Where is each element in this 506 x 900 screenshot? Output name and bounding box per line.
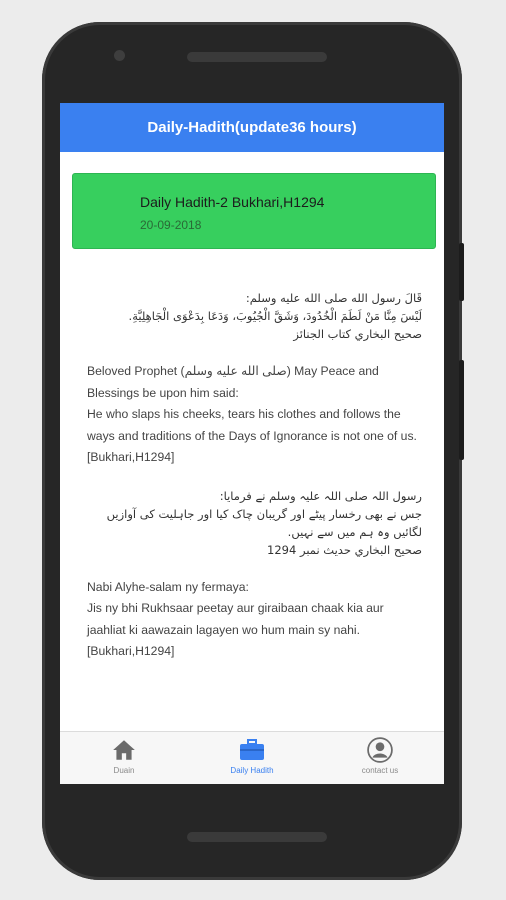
roman-reference: [Bukhari,H1294] <box>87 644 175 658</box>
tab-contact-us[interactable] <box>316 732 444 784</box>
tab-duain[interactable] <box>60 732 188 784</box>
front-camera <box>114 50 125 61</box>
bottom-speaker <box>187 832 327 842</box>
card-title: Daily Hadith-2 Bukhari,H1294 <box>140 194 325 210</box>
bottom-tab-bar <box>60 731 444 784</box>
english-text: He who slaps his cheeks, tears his clothes and follows the ways and traditions of the Days of Ignorance is not one of us. <box>87 407 417 443</box>
english-intro: Beloved Prophet (صلى الله عليه وسلم) May Peace and Blessings be upon him said: <box>87 364 379 400</box>
roman-urdu-block <box>87 577 422 663</box>
tab-label: Daily Hadith <box>230 766 274 775</box>
app-bar <box>60 103 444 152</box>
tab-label: Duain <box>113 766 135 775</box>
english-reference: [Bukhari,H1294] <box>87 450 175 464</box>
roman-intro: Nabi Alyhe-salam ny fermaya: <box>87 579 249 594</box>
urdu-reference: صحیح البخاري حدیث نمبر 1294 <box>267 542 422 557</box>
english-block <box>87 361 422 469</box>
arabic-text: لَيْسَ مِنَّا مَنْ لَطَمَ الْخُدُودَ، وَشَقَّ الْجُيُوبَ، وَدَعَا بِدَعْوَى الْجَاهِلِيَّةِ. <box>128 309 422 323</box>
hadith-content <box>87 289 422 681</box>
roman-text: Jis ny bhi Rukhsaar peetay aur giraibaan chaak kia aur jaahliat ki aawazain lagayen wo hum main sy nahi. <box>87 601 384 637</box>
briefcase-icon <box>238 737 266 763</box>
urdu-intro: رسول اللہ صلی اللہ علیہ وسلم نے فرمایا: <box>219 488 422 503</box>
card-date: 20-09-2018 <box>140 218 202 232</box>
app-title: Daily-Hadith(update36 hours) <box>147 119 357 136</box>
arabic-reference: صحيح البخاري كتاب الجنائز <box>293 327 422 341</box>
power-button <box>459 360 464 460</box>
urdu-text: جس نے بھی رخسار پیٹے اور گریبان چاک کیا اور جاہلیت کی آوازیں لگائیں وہ ہم میں سے نہیں. <box>106 506 422 539</box>
arabic-intro: قَالَ رسول الله صلى الله عليه وسلم: <box>245 291 422 305</box>
person-icon <box>367 737 393 763</box>
tab-daily-hadith[interactable] <box>188 732 316 784</box>
urdu-block <box>87 487 422 559</box>
tab-label: contact us <box>361 766 399 775</box>
hadith-header-card[interactable] <box>72 173 436 249</box>
volume-button <box>459 243 464 301</box>
app-screen <box>60 103 444 784</box>
home-icon <box>111 737 137 763</box>
arabic-block <box>87 289 422 343</box>
top-speaker <box>187 52 327 62</box>
